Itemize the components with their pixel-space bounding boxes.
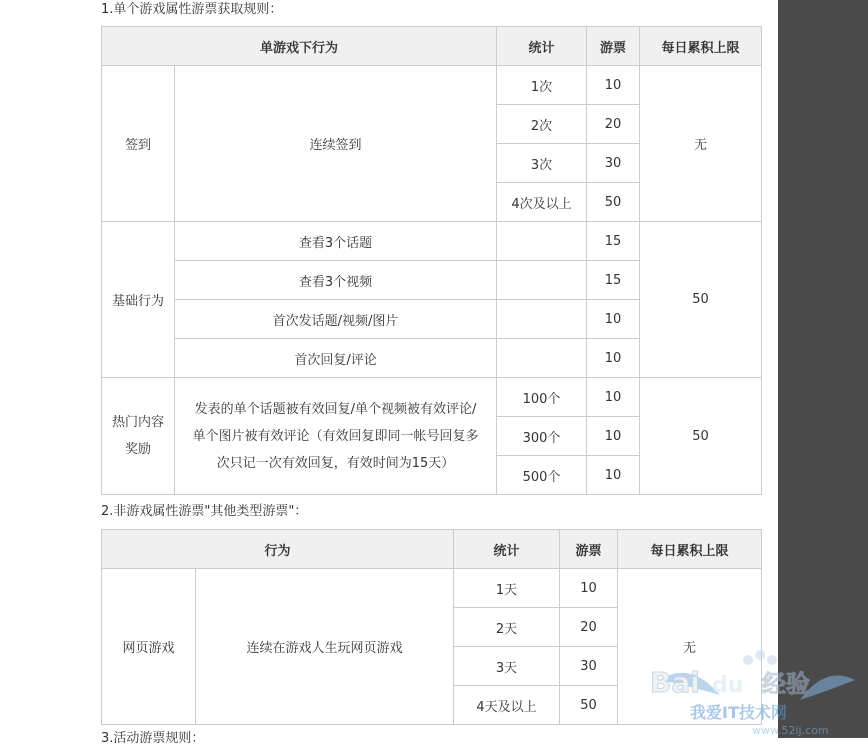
watermark-sub-text: 我爱IT技术网 <box>690 703 787 722</box>
behavior-cell: 首次回复/评论 <box>175 339 497 378</box>
table-row <box>102 66 762 105</box>
behavior-web: 连续在游戏人生玩网页游戏 <box>196 569 454 725</box>
table-row <box>102 569 762 608</box>
header-tickets: 游票 <box>587 27 640 66</box>
count-cell: 2天 <box>454 608 560 647</box>
count-cell: 300个 <box>497 417 587 456</box>
table-row <box>102 378 762 417</box>
table-row <box>102 222 762 261</box>
count-cell: 3天 <box>454 647 560 686</box>
hot-desc-line2: 单个图片被有效评论（有效回复即同一帐号回复多 <box>192 428 479 444</box>
behavior-hot <box>175 378 497 495</box>
count-cell-empty <box>497 339 587 378</box>
tickets-cell: 30 <box>587 144 640 183</box>
category-hot-line2: 奖励 <box>124 442 151 457</box>
section3-heading-partial: 3.活动游票规则： <box>101 731 205 746</box>
count-cell: 1天 <box>454 569 560 608</box>
tickets-cell: 10 <box>587 66 640 105</box>
count-cell-empty <box>497 300 587 339</box>
baidu-jingyan-watermark <box>650 640 860 738</box>
category-hot <box>102 378 175 495</box>
hot-desc-line3: 次只记一次有效回复，有效时间为15天） <box>216 455 455 471</box>
header-daily-limit: 每日累积上限 <box>618 530 762 569</box>
tickets-cell: 30 <box>560 647 618 686</box>
header-tickets: 游票 <box>560 530 618 569</box>
category-basic: 基础行为 <box>102 222 175 378</box>
tickets-cell: 20 <box>560 608 618 647</box>
tickets-cell: 10 <box>560 569 618 608</box>
header-behavior: 单游戏下行为 <box>102 27 497 66</box>
watermark-brand-du: du <box>712 673 744 698</box>
header-behavior: 行为 <box>102 530 454 569</box>
section2-heading: 2.非游戏属性游票"其他类型游票"： <box>101 504 308 519</box>
watermark-brand-cn: 经验 <box>762 670 810 698</box>
table-header-row <box>102 530 762 569</box>
header-daily-limit: 每日累积上限 <box>640 27 762 66</box>
tickets-cell: 10 <box>587 378 640 417</box>
count-cell: 2次 <box>497 105 587 144</box>
tickets-cell: 15 <box>587 222 640 261</box>
count-cell: 4天及以上 <box>454 686 560 725</box>
hot-desc-line1: 发表的单个话题被有效回复/单个视频被有效评论/ <box>194 401 477 417</box>
limit-signin: 无 <box>640 66 762 222</box>
header-count: 统计 <box>497 27 587 66</box>
count-cell: 100个 <box>497 378 587 417</box>
category-signin: 签到 <box>102 66 175 222</box>
header-count: 统计 <box>454 530 560 569</box>
count-cell-empty <box>497 261 587 300</box>
behavior-cell: 查看3个视频 <box>175 261 497 300</box>
tickets-cell: 10 <box>587 456 640 495</box>
watermark-brand-latin: Bai <box>650 666 700 699</box>
tickets-cell: 10 <box>587 417 640 456</box>
tickets-cell: 10 <box>587 339 640 378</box>
watermark-url: www.52ij.com <box>752 724 829 737</box>
behavior-cell: 查看3个话题 <box>175 222 497 261</box>
tickets-cell: 50 <box>560 686 618 725</box>
table-header-row <box>102 27 762 66</box>
tickets-cell: 10 <box>587 300 640 339</box>
count-cell-empty <box>497 222 587 261</box>
count-cell: 500个 <box>497 456 587 495</box>
limit-basic: 50 <box>640 222 762 378</box>
category-web: 网页游戏 <box>102 569 196 725</box>
count-cell: 4次及以上 <box>497 183 587 222</box>
tickets-cell: 50 <box>587 183 640 222</box>
paw-toe-icon <box>743 655 753 665</box>
limit-hot: 50 <box>640 378 762 495</box>
behavior-cell: 首次发话题/视频/图片 <box>175 300 497 339</box>
paw-toe-icon <box>755 650 765 660</box>
count-cell: 1次 <box>497 66 587 105</box>
right-sidebar <box>778 0 868 738</box>
behavior-signin: 连续签到 <box>175 66 497 222</box>
tickets-cell: 20 <box>587 105 640 144</box>
section1-heading: 1.单个游戏属性游票获取规则： <box>101 2 283 17</box>
game-ticket-rules-table <box>101 26 762 495</box>
count-cell: 3次 <box>497 144 587 183</box>
category-hot-line1: 热门内容 <box>111 415 164 430</box>
paw-toe-icon <box>767 655 777 665</box>
tickets-cell: 15 <box>587 261 640 300</box>
limit-web: 无 <box>618 569 762 725</box>
